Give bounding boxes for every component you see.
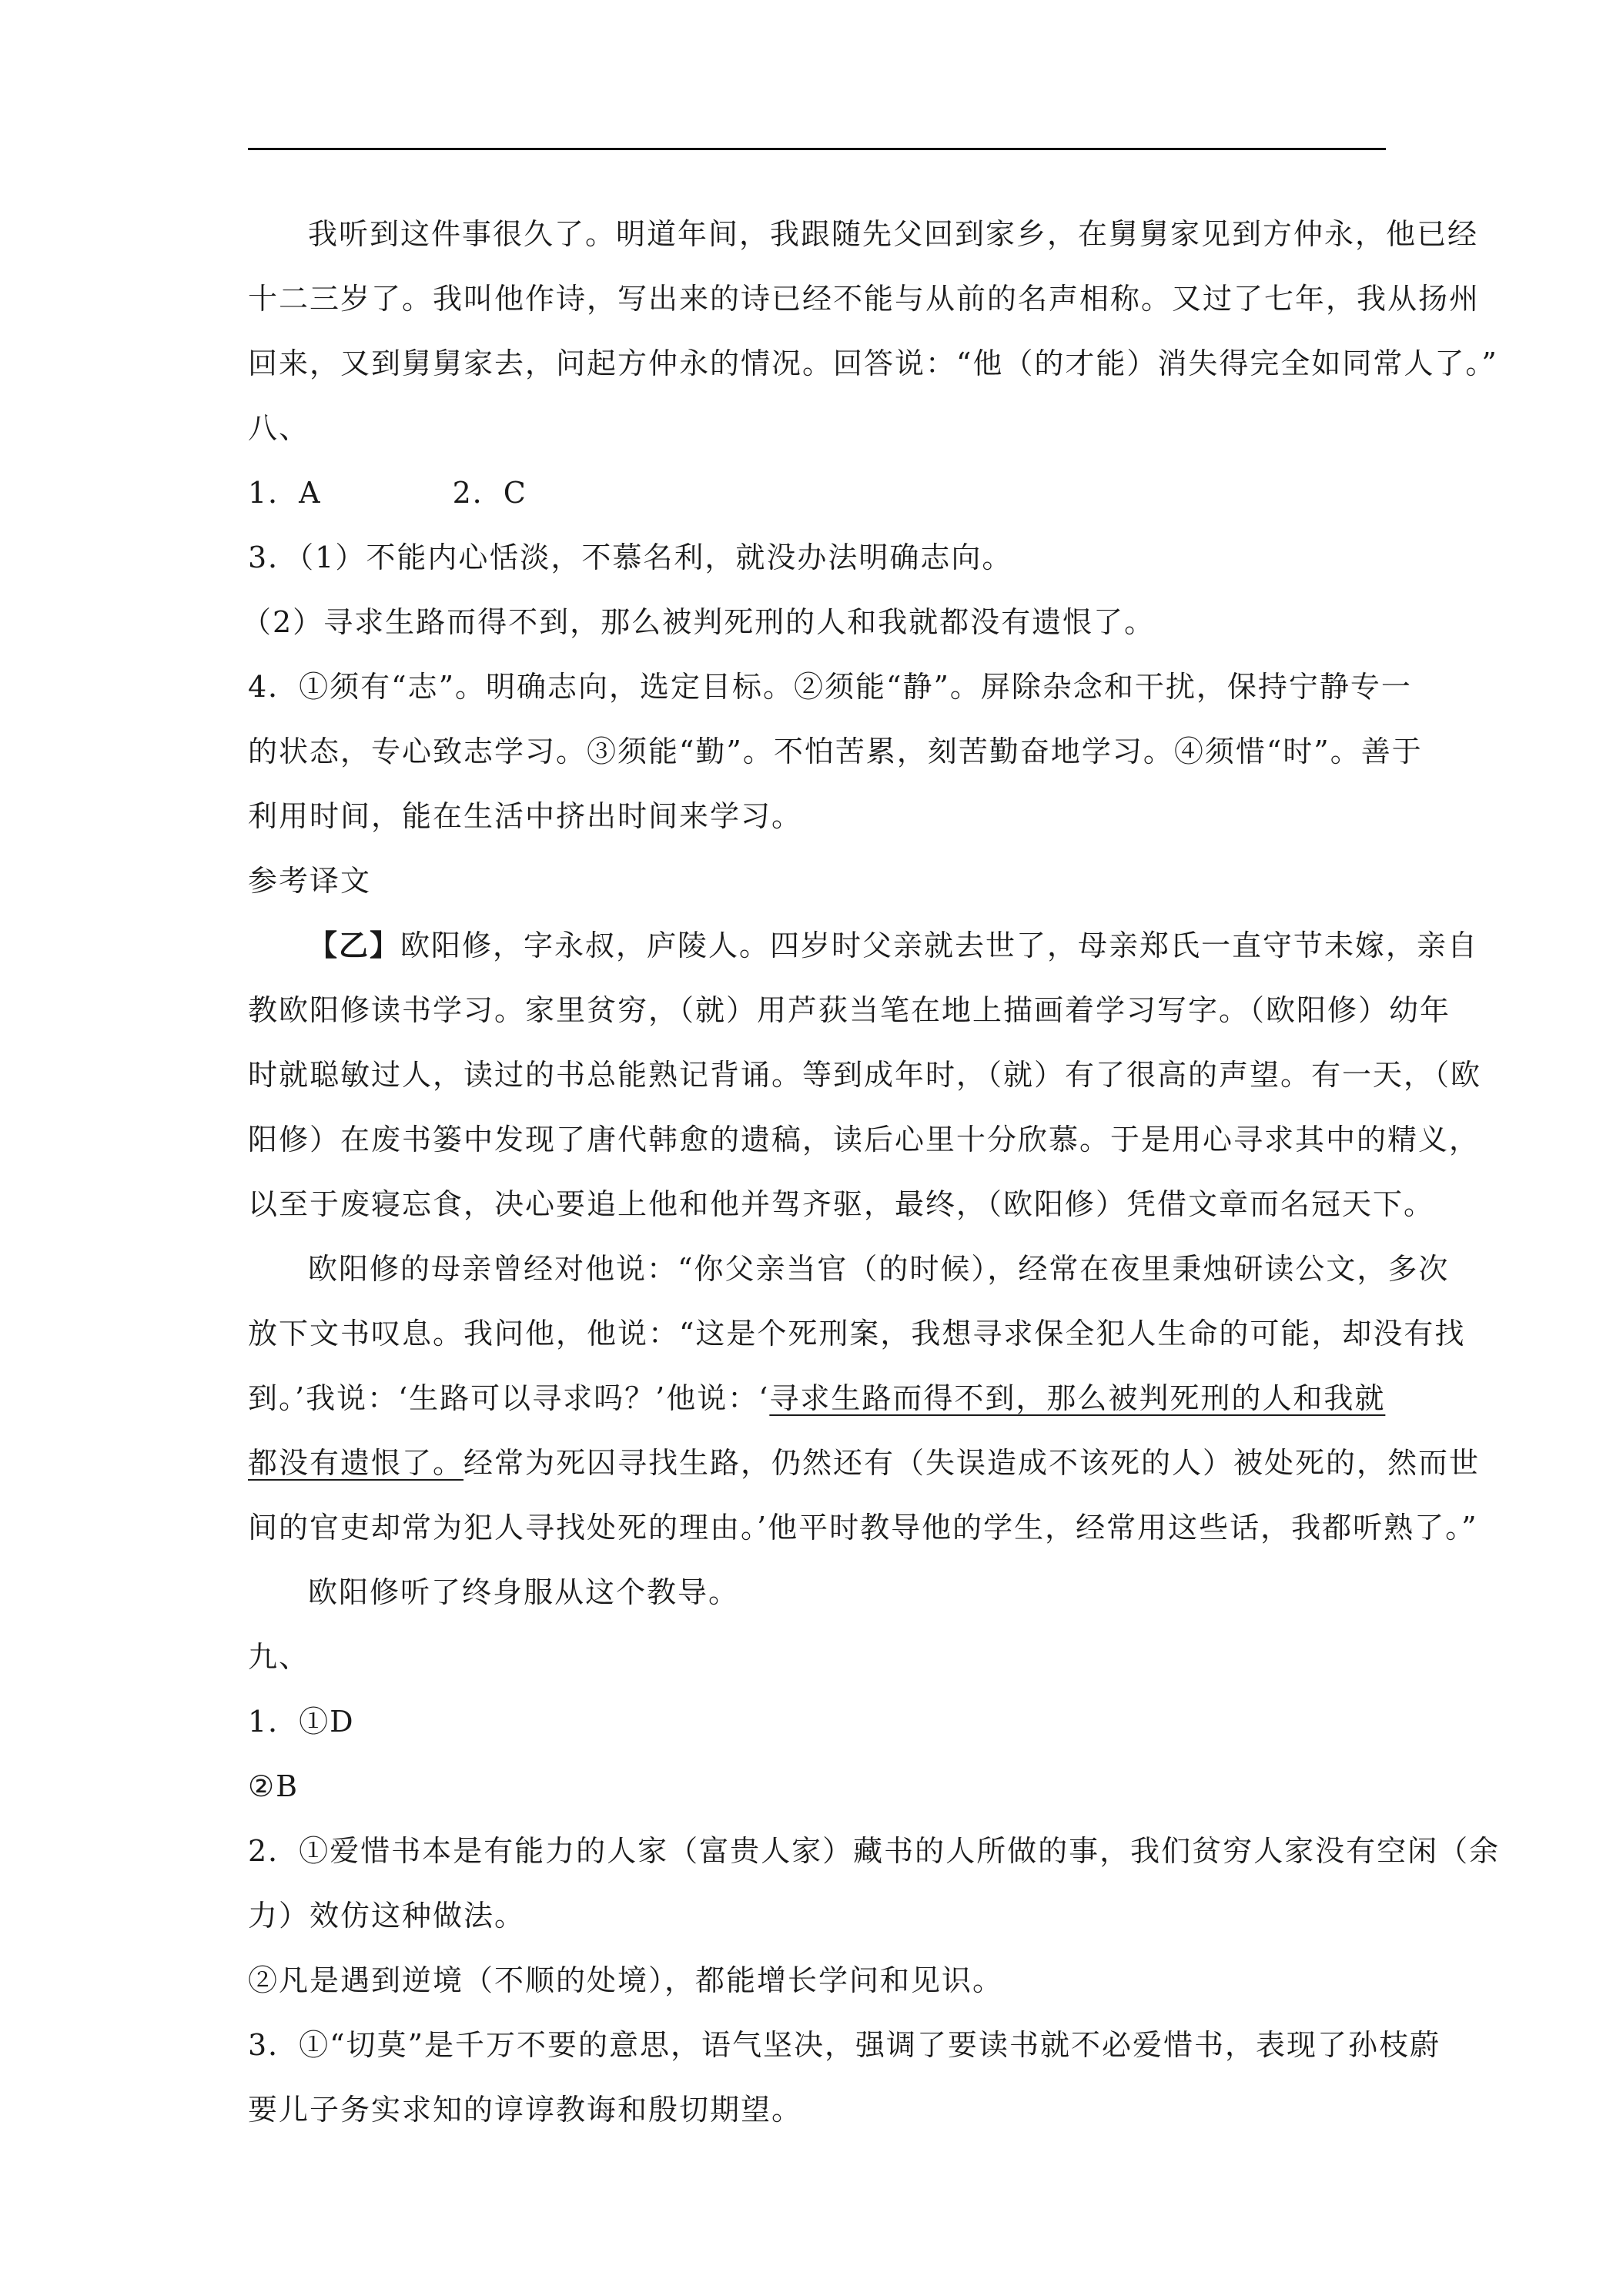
- section-nine: [248, 1625, 1501, 2142]
- translation-line: 欧阳修听了终身服从这个教导。: [308, 1575, 740, 1609]
- answer-2-line: 力）效仿这种做法。: [248, 1899, 526, 1933]
- translation-line: 欧阳修的母亲曾经对他说：“你父亲当官（的时候），经常在夜里秉烛研读公文，多次: [308, 1252, 1450, 1286]
- translation-text: 欧阳修，字永叔，庐陵人。四岁时父亲就去世了，母亲郑氏一直守节未嫁，亲自: [400, 929, 1479, 962]
- answer-1-b: ②B: [248, 1769, 299, 1803]
- underlined-sentence: 都没有遗恨了。: [248, 1446, 464, 1480]
- answer-2-line: 2．①爱惜书本是有能力的人家（富贵人家）藏书的人所做的事，我们贫穷人家没有空闲（余: [248, 1834, 1501, 1868]
- answer-4-line: 的状态，专心致志学习。③须能“勤”。不怕苦累，刻苦勤奋地学习。④须惜“时”。善于: [248, 735, 1423, 768]
- text-line: 回来，又到舅舅家去，问起方仲永的情况。回答说：“他（的才能）消失得完全如同常人了。”: [248, 346, 1498, 380]
- translation-line: [248, 1366, 1386, 1431]
- answer-row-1-2: [248, 460, 1386, 525]
- passage-marker: 【乙】: [308, 928, 401, 962]
- translation-line: 间的官吏却常为犯人寻找处死的理由。’他平时教导他的学生，经常用这些话，我都听熟了。”: [248, 1511, 1478, 1545]
- translation-line: [248, 1431, 1481, 1495]
- answer-3-line: 要儿子务实求知的谆谆教诲和殷切期望。: [248, 2093, 803, 2127]
- translation-line: 时就聪敏过人，读过的书总能熟记背诵。等到成年时，（就）有了很高的声望。有一天，（欧: [248, 1058, 1482, 1092]
- section-heading: 八、: [248, 411, 310, 445]
- translation-line: 教欧阳修读书学习。家里贫穷，（就）用芦荻当笔在地上描画着学习写字。（欧阳修）幼年: [248, 993, 1451, 1027]
- answer-3-1: 3．（1）不能内心恬淡，不慕名利，就没办法明确志向。: [248, 541, 1013, 574]
- translation-text: 到。’我说：‘生路可以寻求吗？’他说：‘: [248, 1381, 770, 1415]
- document-body: [242, 202, 1501, 2142]
- translation-line: [248, 913, 1479, 978]
- section-heading: 九、: [248, 1640, 310, 1674]
- answer-2: 2．C: [452, 476, 527, 510]
- answer-3-line: 3．①“切莫”是千万不要的意思，语气坚决，强调了要读书就不必爱惜书，表现了孙枝蔚: [248, 2028, 1441, 2062]
- answer-1-a: 1．①D: [248, 1705, 355, 1739]
- translation-line: 阳修）在废书篓中发现了唐代韩愈的遗稿，读后心里十分欣慕。于是用心寻求其中的精义，: [248, 1123, 1481, 1156]
- text-line: 十二三岁了。我叫他作诗，写出来的诗已经不能与从前的名声相称。又过了七年，我从扬州: [248, 282, 1481, 316]
- text-line: 我听到这件事很久了。明道年间，我跟随先父回到家乡，在舅舅家见到方仲永，他已经: [308, 217, 1479, 251]
- answer-4-line: 4．①须有“志”。明确志向，选定目标。②须能“静”。屏除杂念和干扰，保持宁静专一: [248, 670, 1412, 704]
- reference-translation-heading: 参考译文: [248, 864, 372, 898]
- answer-2-line: ②凡是遇到逆境（不顺的处境），都能增长学问和见识。: [248, 1963, 1004, 1997]
- section-eight: [242, 396, 1482, 1625]
- translation-text: 经常为死囚寻找生路，仍然还有（失误造成不该死的人）被处死的，然而世: [463, 1446, 1481, 1480]
- underlined-sentence: 寻求生路而得不到，那么被判死刑的人和我就: [769, 1381, 1386, 1415]
- answer-1: 1．A: [248, 476, 322, 510]
- answer-3-2: （2）寻求生路而得不到，那么被判死刑的人和我就都没有遗恨了。: [242, 605, 1156, 639]
- translation-paragraph-fangzhongyong: [248, 202, 1498, 396]
- answer-4-line: 利用时间，能在生活中挤出时间来学习。: [248, 799, 803, 833]
- translation-line: 放下文书叹息。我问他，他说：“这是个死刑案，我想寻求保全犯人生命的可能，却没有找: [248, 1317, 1466, 1350]
- header-rule: [248, 148, 1386, 150]
- translation-line: 以至于废寝忘食，决心要追上他和他并驾齐驱，最终，（欧阳修）凭借文章而名冠天下。: [248, 1187, 1435, 1221]
